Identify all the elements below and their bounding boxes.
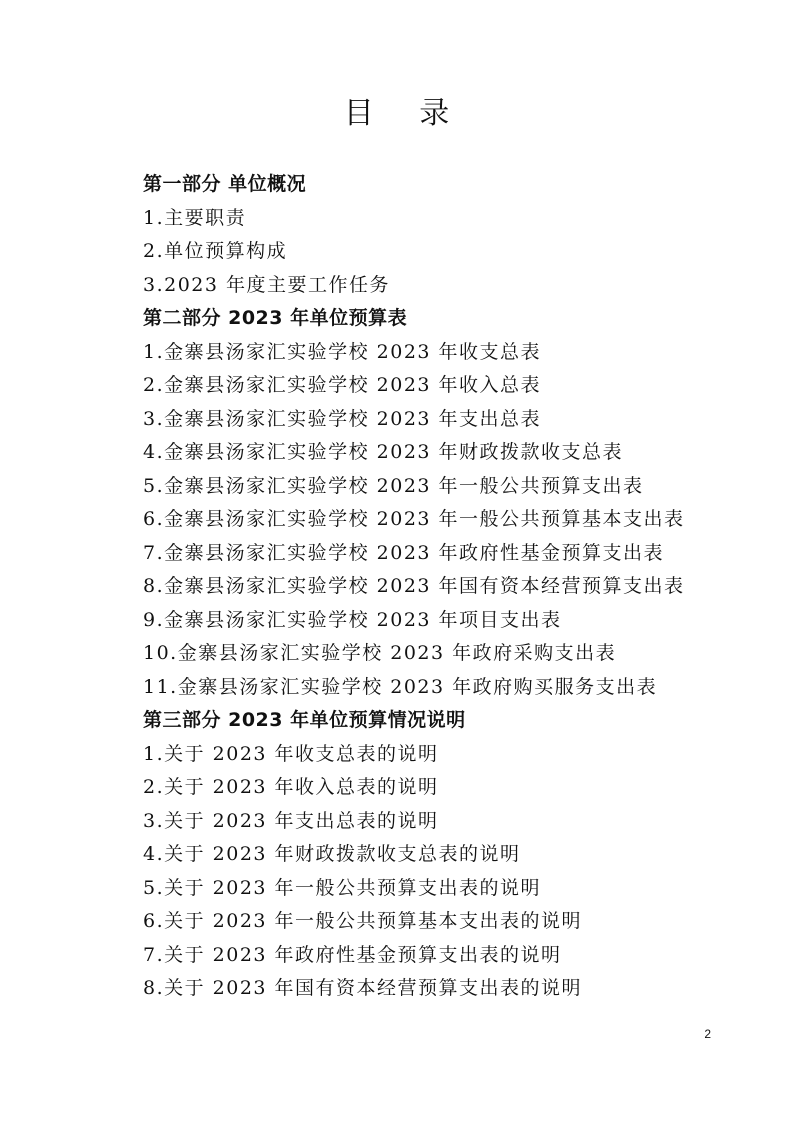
toc-item: 6.关于 2023 年一般公共预算基本支出表的说明 xyxy=(143,910,583,932)
toc-item: 3.金寨县汤家汇实验学校 2023 年支出总表 xyxy=(143,407,542,430)
toc-item: 3.2023 年度主要工作任务 xyxy=(143,273,391,296)
toc-item: 5.金寨县汤家汇实验学校 2023 年一般公共预算支出表 xyxy=(143,474,644,497)
toc-item: 5.关于 2023 年一般公共预算支出表的说明 xyxy=(143,876,542,899)
toc-item: 1.关于 2023 年收支总表的说明 xyxy=(143,742,439,765)
toc-item: 2.单位预算构成 xyxy=(143,240,288,262)
toc-item: 4.金寨县汤家汇实验学校 2023 年财政拨款收支总表 xyxy=(143,441,624,463)
toc-item: 11.金寨县汤家汇实验学校 2023 年政府购买服务支出表 xyxy=(143,675,658,698)
toc-item: 8.金寨县汤家汇实验学校 2023 年国有资本经营预算支出表 xyxy=(143,575,685,597)
toc-item: 9.金寨县汤家汇实验学校 2023 年项目支出表 xyxy=(143,608,562,631)
toc-item: 2.关于 2023 年收入总表的说明 xyxy=(143,776,439,798)
toc-item: 7.关于 2023 年政府性基金预算支出表的说明 xyxy=(143,943,562,966)
toc-item: 1.金寨县汤家汇实验学校 2023 年收支总表 xyxy=(143,340,542,363)
toc-item: 1.主要职责 xyxy=(143,206,247,229)
toc-item: 4.关于 2023 年财政拨款收支总表的说明 xyxy=(143,843,521,865)
page-number: 2 xyxy=(704,1027,711,1041)
toc-section-heading: 第一部分 单位概况 xyxy=(143,173,307,195)
toc-section-heading: 第二部分 2023 年单位预算表 xyxy=(143,307,408,329)
toc-item: 7.金寨县汤家汇实验学校 2023 年政府性基金预算支出表 xyxy=(143,541,665,564)
toc-item: 2.金寨县汤家汇实验学校 2023 年收入总表 xyxy=(143,374,542,396)
toc-item: 8.关于 2023 年国有资本经营预算支出表的说明 xyxy=(143,977,583,999)
page-title: 目 录 xyxy=(343,96,468,131)
toc-item: 10.金寨县汤家汇实验学校 2023 年政府采购支出表 xyxy=(143,642,617,664)
toc-item: 3.关于 2023 年支出总表的说明 xyxy=(143,809,439,832)
toc-item: 6.金寨县汤家汇实验学校 2023 年一般公共预算基本支出表 xyxy=(143,508,685,530)
table-of-contents xyxy=(143,168,763,1006)
toc-section-heading: 第三部分 2023 年单位预算情况说明 xyxy=(143,709,466,731)
